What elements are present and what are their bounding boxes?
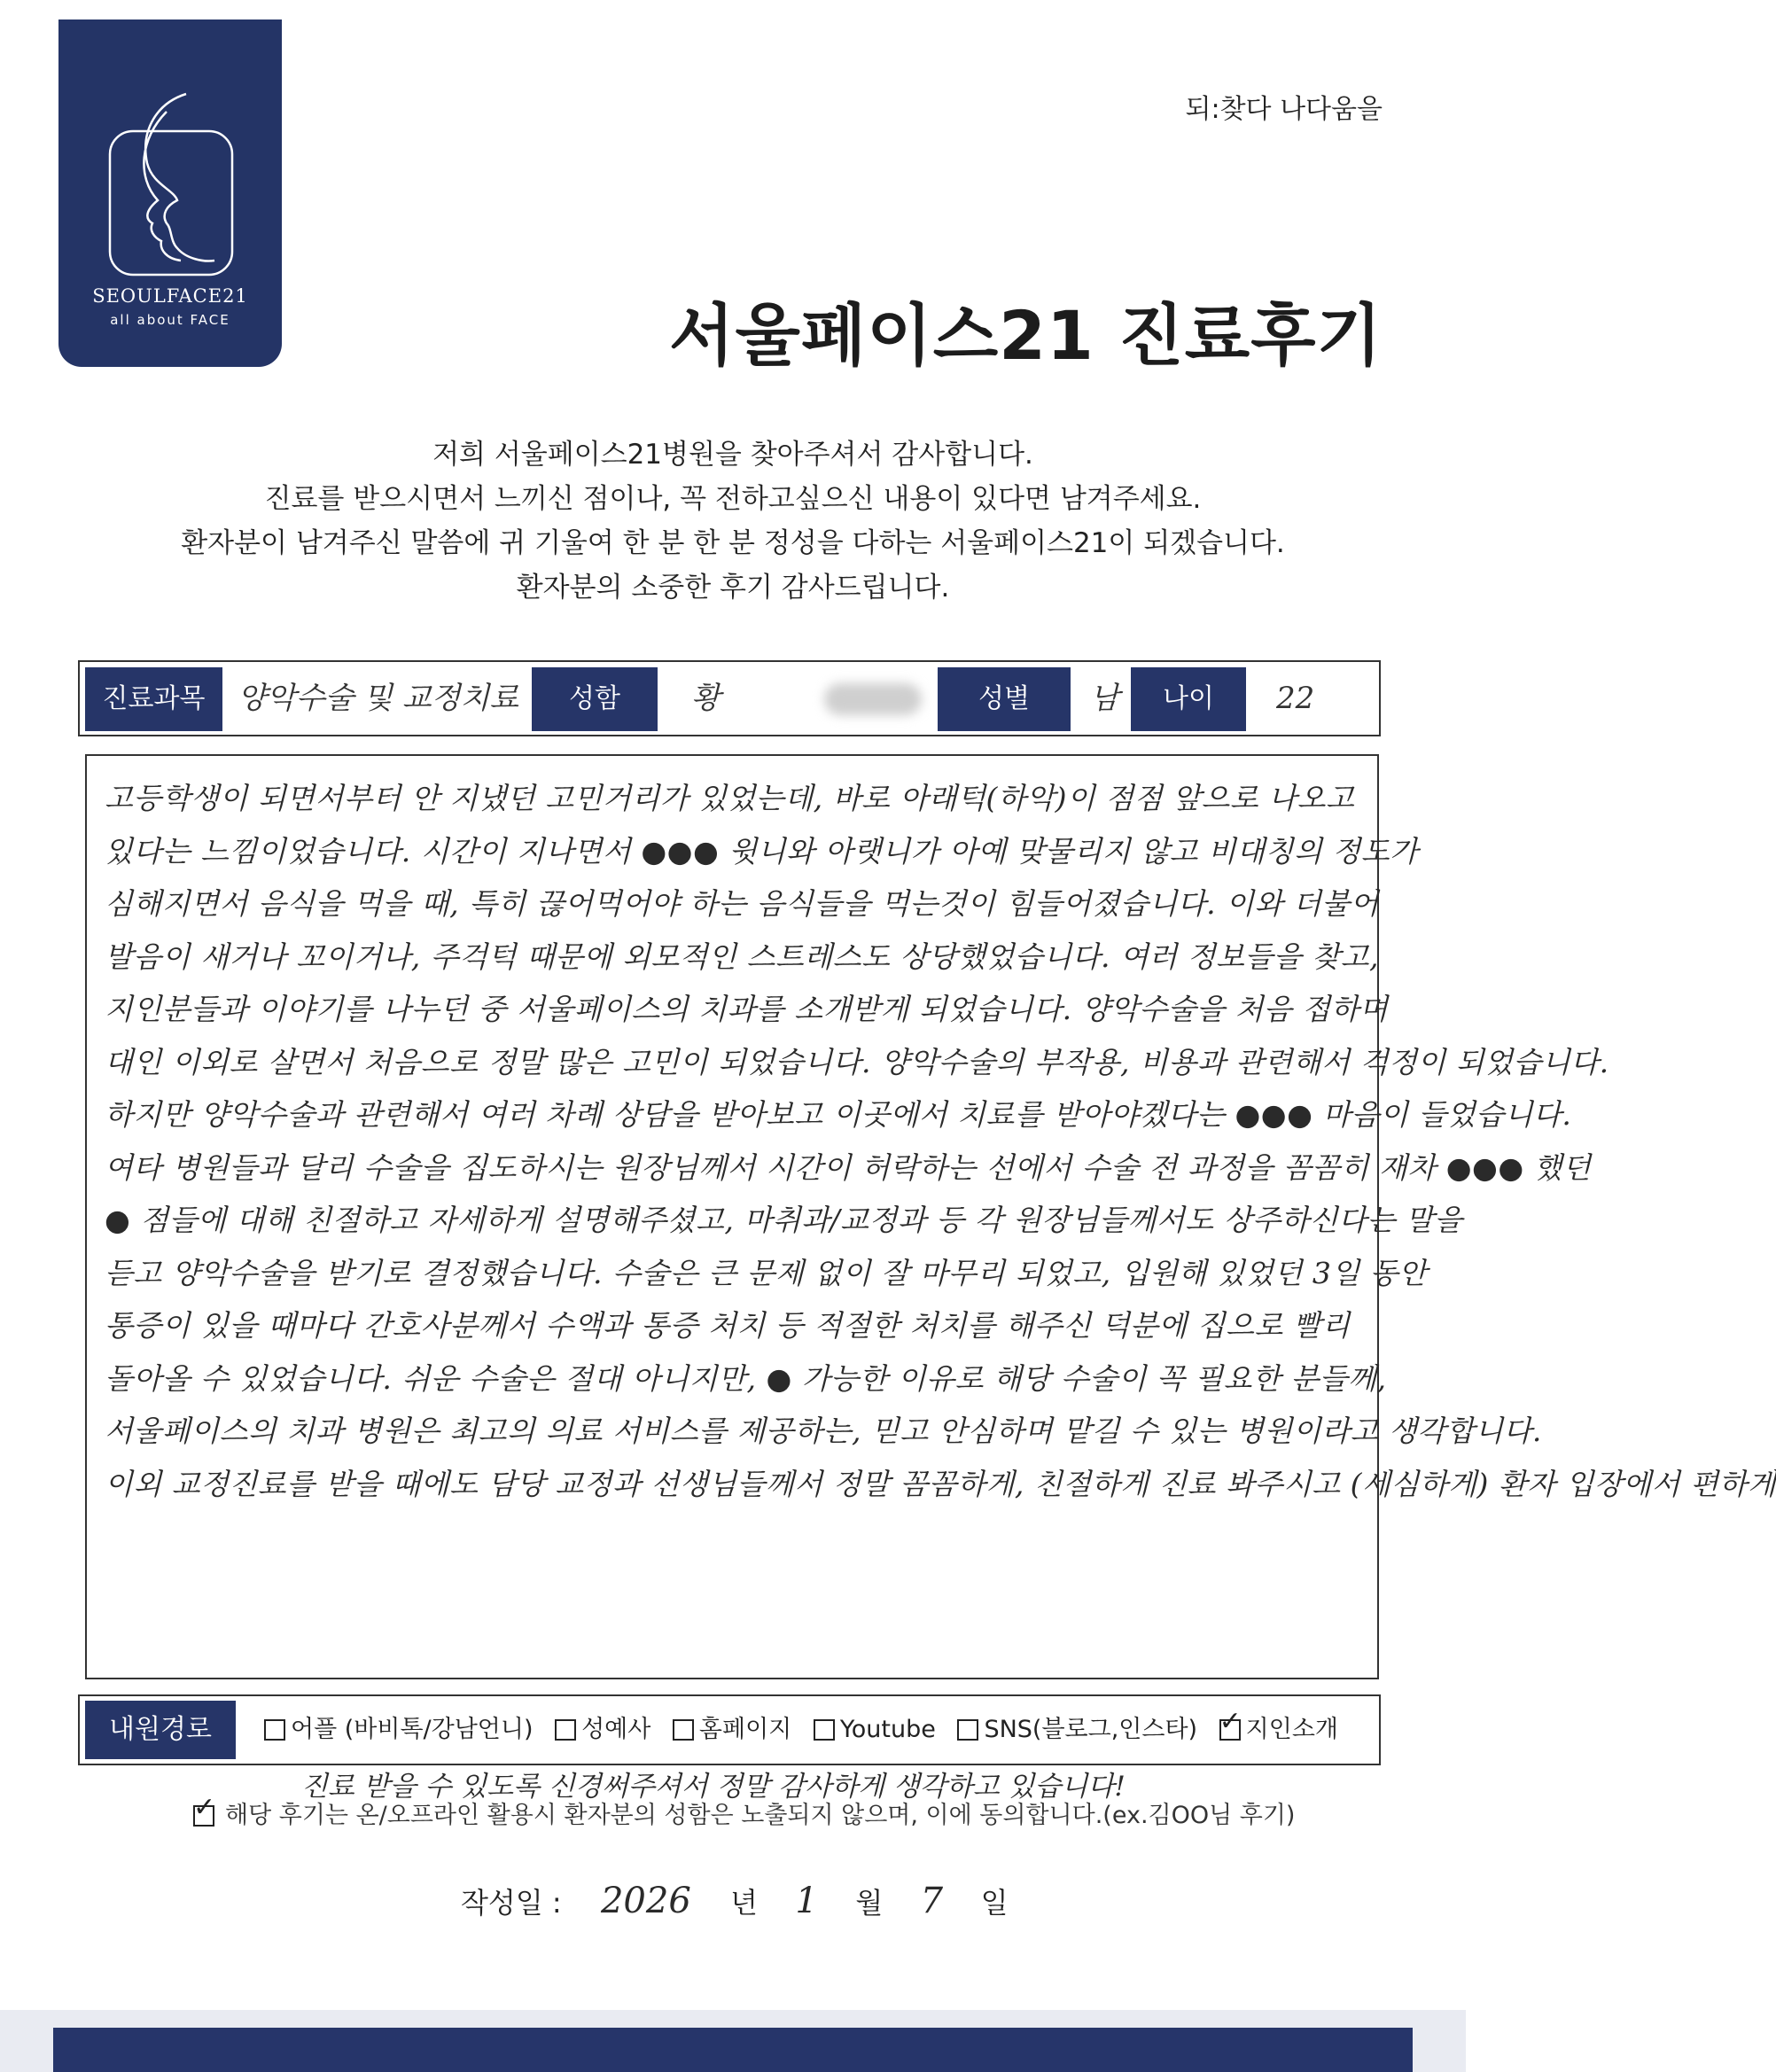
checkbox[interactable] (555, 1719, 576, 1741)
route-option-seongyesa[interactable]: 성예사 (555, 1696, 650, 1764)
slogan: 되:찾다 나다움을 (1185, 94, 1383, 125)
review-line: 있다는 느낌이었습니다. 시간이 지나면서 ●●● 윗니와 아랫니가 아예 맞물리지 않고 비대칭의 정도가 (105, 833, 1419, 869)
date-row (461, 1881, 1170, 1921)
dept-label: 진료과목 (85, 667, 222, 731)
intro-text (53, 432, 1413, 610)
checkbox[interactable] (673, 1719, 694, 1741)
age-value[interactable]: 22 (1276, 681, 1315, 716)
checkbox[interactable] (814, 1719, 835, 1741)
consent-row (193, 1795, 1345, 1830)
gender-label: 성별 (938, 667, 1071, 731)
review-line: 발음이 새거나 꼬이거나, 주걱턱 때문에 외모적인 스트레스도 상당했었습니다. 여러 정보들을 찾고, (105, 939, 1379, 974)
review-line: 통증이 있을 때마다 간호사분께서 수액과 통증 처치 등 적절한 처치를 해주신 덕분에 집으로 빨리 (105, 1308, 1351, 1343)
date-label: 작성일 : (461, 1886, 562, 1920)
intro-line: 진료를 받으시면서 느끼신 점이나, 꼭 전하고싶으신 내용이 있다면 남겨주세요. (264, 483, 1202, 515)
review-line: 하지만 양악수술과 관련해서 여러 차례 상담을 받아보고 이곳에서 치료를 받아야겠다는 ●●● 마음이 들었습니다. (105, 1097, 1572, 1132)
review-line: 이외 교정진료를 받을 때에도 담당 교정과 선생님들께서 정말 꼼꼼하게, 친절하게 진료 봐주시고 (세심하게) 환자 입장에서 편하게 (105, 1466, 1776, 1501)
route-option-sns[interactable]: SNS(블로그,인스타) (957, 1696, 1197, 1764)
checkbox[interactable] (957, 1719, 978, 1741)
review-line: 여타 병원들과 달리 수술을 집도하시는 원장님께서 시간이 허락하는 선에서 수술 전 과정을 꼼꼼히 재차 ●●● 했던 (105, 1149, 1592, 1185)
name-value[interactable]: 황 (691, 681, 721, 716)
date-day[interactable]: 7 (920, 1881, 944, 1921)
review-line: 대인 이외로 살면서 처음으로 정말 많은 고민이 되었습니다. 양악수술의 부작용, 비용과 관련해서 걱정이 되었습니다. (105, 1044, 1609, 1079)
hospital-logo (58, 19, 282, 367)
review-box[interactable] (85, 754, 1776, 1679)
visit-route-row (78, 1694, 1381, 1765)
checkbox[interactable] (264, 1719, 285, 1741)
review-line: 돌아올 수 있었습니다. 쉬운 수술은 절대 아니지만, ● 가능한 이유로 해당 수술이 꼭 필요한 분들께, (105, 1360, 1387, 1396)
patient-info-row (78, 660, 1381, 736)
logo-tagline: all about FACE (110, 312, 230, 328)
review-line: 고등학생이 되면서부터 안 지냈던 고민거리가 있었는데, 바로 아래턱(하악)이 점점 앞으로 나오고 (105, 781, 1355, 815)
date-month[interactable]: 1 (795, 1881, 818, 1921)
name-label: 성함 (532, 667, 658, 731)
consent-checkbox[interactable] (193, 1805, 214, 1827)
date-month-unit: 월 (855, 1886, 884, 1920)
date-day-unit: 일 (980, 1886, 1009, 1920)
face-profile-icon (105, 85, 238, 282)
dept-value[interactable]: 양악수술 및 교정치료 (238, 681, 519, 716)
date-year[interactable]: 2026 (600, 1881, 691, 1921)
gender-value[interactable]: 남 (1090, 681, 1119, 716)
route-option-youtube[interactable]: Youtube (814, 1696, 936, 1764)
route-option-homepage[interactable]: 홈페이지 (673, 1696, 791, 1764)
logo-name: SEOULFACE21 (92, 285, 248, 307)
review-line: ● 점들에 대해 친절하고 자세하게 설명해주셨고, 마취과/교정과 등 각 원장님들께서도 상주하신다는 말을 (105, 1203, 1463, 1237)
redacted-name (824, 683, 922, 715)
age-label: 나이 (1131, 667, 1246, 731)
checkbox[interactable] (1219, 1719, 1241, 1741)
review-line: 지인분들과 이야기를 나누던 중 서울페이스의 치과를 소개받게 되었습니다. 양악수술을 처음 접하며 (105, 992, 1389, 1026)
review-line: 심해지면서 음식을 먹을 때, 특히 끊어먹어야 하는 음식들을 먹는것이 힘들어졌습니다. 이와 더불어 (105, 886, 1379, 921)
route-option-referral[interactable]: ✓ 지인소개 (1219, 1696, 1338, 1764)
route-label: 내원경로 (85, 1701, 236, 1759)
review-line: 듣고 양악수술을 받기로 결정했습니다. 수술은 큰 문제 없이 잘 마무리 되었고, 입원해 있었던 3일 동안 (105, 1255, 1428, 1290)
intro-line: 저희 서울페이스21병원을 찾아주셔서 감사합니다. (432, 439, 1033, 471)
route-option-app[interactable]: 어플 (바비톡/강남언니) (264, 1696, 533, 1764)
consent-text: 해당 후기는 온/오프라인 활용시 환자분의 성함은 노출되지 않으며, 이에 동의합니다.(ex.김OO님 후기) (225, 1802, 1296, 1829)
intro-line: 환자분의 소중한 후기 감사드립니다. (516, 572, 950, 604)
date-year-unit: 년 (730, 1886, 758, 1920)
review-continuation: 진료 받을 수 있도록 신경써주셔서 정말 감사하게 생각하고 있습니다! (301, 1771, 1126, 1803)
route-options (264, 1696, 1352, 1764)
review-line: 서울페이스의 치과 병원은 최고의 의료 서비스를 제공하는, 믿고 안심하며 맡길 수 있는 병원이라고 생각합니다. (105, 1414, 1542, 1448)
intro-line: 환자분이 남겨주신 말씀에 귀 기울여 한 분 한 분 정성을 다하는 서울페이스21이 되겠습니다. (181, 527, 1285, 559)
page-title: 서울페이스21 진료후기 (669, 296, 1383, 375)
review-text (105, 772, 1776, 1510)
footer-bar (53, 2028, 1413, 2072)
